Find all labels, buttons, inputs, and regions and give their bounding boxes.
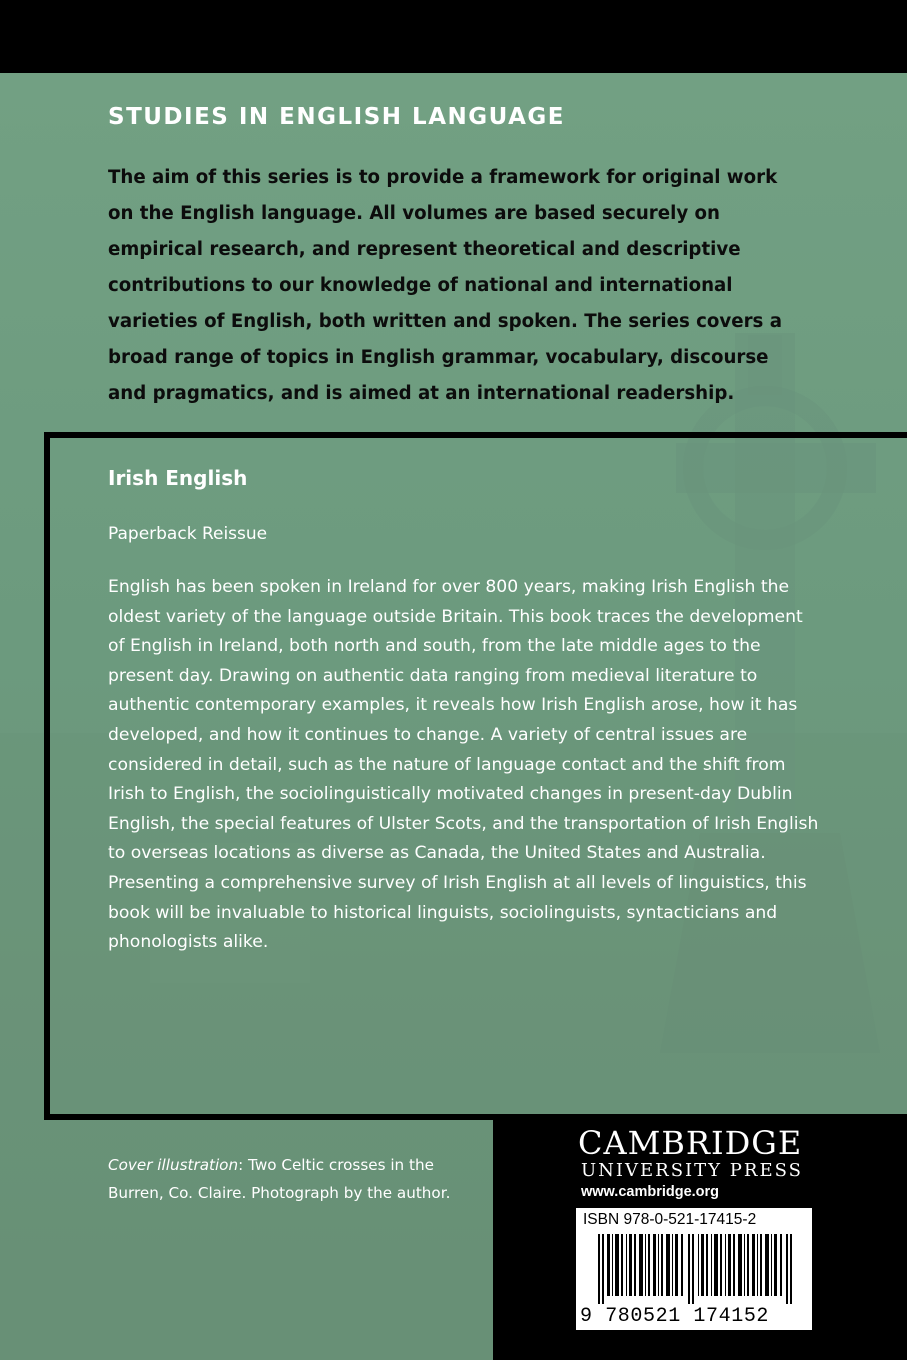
top-black-band — [0, 0, 907, 73]
publisher-logo-subname: UNIVERSITY PRESS — [581, 1160, 803, 1181]
publisher-website[interactable]: www.cambridge.org — [581, 1184, 720, 1200]
caption-label: Cover illustration — [108, 1156, 239, 1174]
caption-text: : Two Celtic crosses in the Burren, Co. Claire. Photograph by the author. — [108, 1156, 451, 1202]
barcode-icon — [598, 1234, 798, 1304]
publisher-logo-name: CAMBRIDGE — [578, 1124, 803, 1162]
barcode-digits: 9 780521 174152 — [580, 1305, 770, 1328]
book-title: Irish English — [108, 466, 248, 490]
book-blurb: English has been spoken in Ireland for over 800 years, making Irish English the oldest variety of the language outside Britain. This book traces the development of English in Ireland, both north and south, from the late middle ages to the present day. Drawing on authentic data ranging from medieval literature to authentic contemporary examples, it reveals how Irish English arose, how it has developed, and how it continues to change. A variety of central issues are considered in detail, such as the nature of language contact and the shift from Irish to English, the sociolinguistically motivated changes in present-day Dublin English, the special features of Ulster Scots, and the transportation of Irish English to overseas locations as diverse as Canada, the United States and Australia. Presenting a comprehensive survey of Irish English at all levels of linguistics, this book will be invaluable to historical linguists, sociolinguists, syntacticians and phonologists alike. — [108, 577, 819, 953]
series-description: The aim of this series is to provide a framework for original work on the English language. All volumes are based securely on empirical research, and represent theoretical and descriptive contributions to our knowledge of national and international varieties of English, both written and spoken. The series covers a broad range of topics in English grammar, vocabulary, discourse and pragmatics, and is aimed at an international readership. — [108, 167, 782, 404]
cover-illustration-caption — [108, 1151, 478, 1207]
series-title: STUDIES IN ENGLISH LANGUAGE — [108, 104, 565, 130]
isbn-label: ISBN 978-0-521-17415-2 — [583, 1211, 757, 1228]
edition-label: Paperback Reissue — [108, 524, 268, 544]
